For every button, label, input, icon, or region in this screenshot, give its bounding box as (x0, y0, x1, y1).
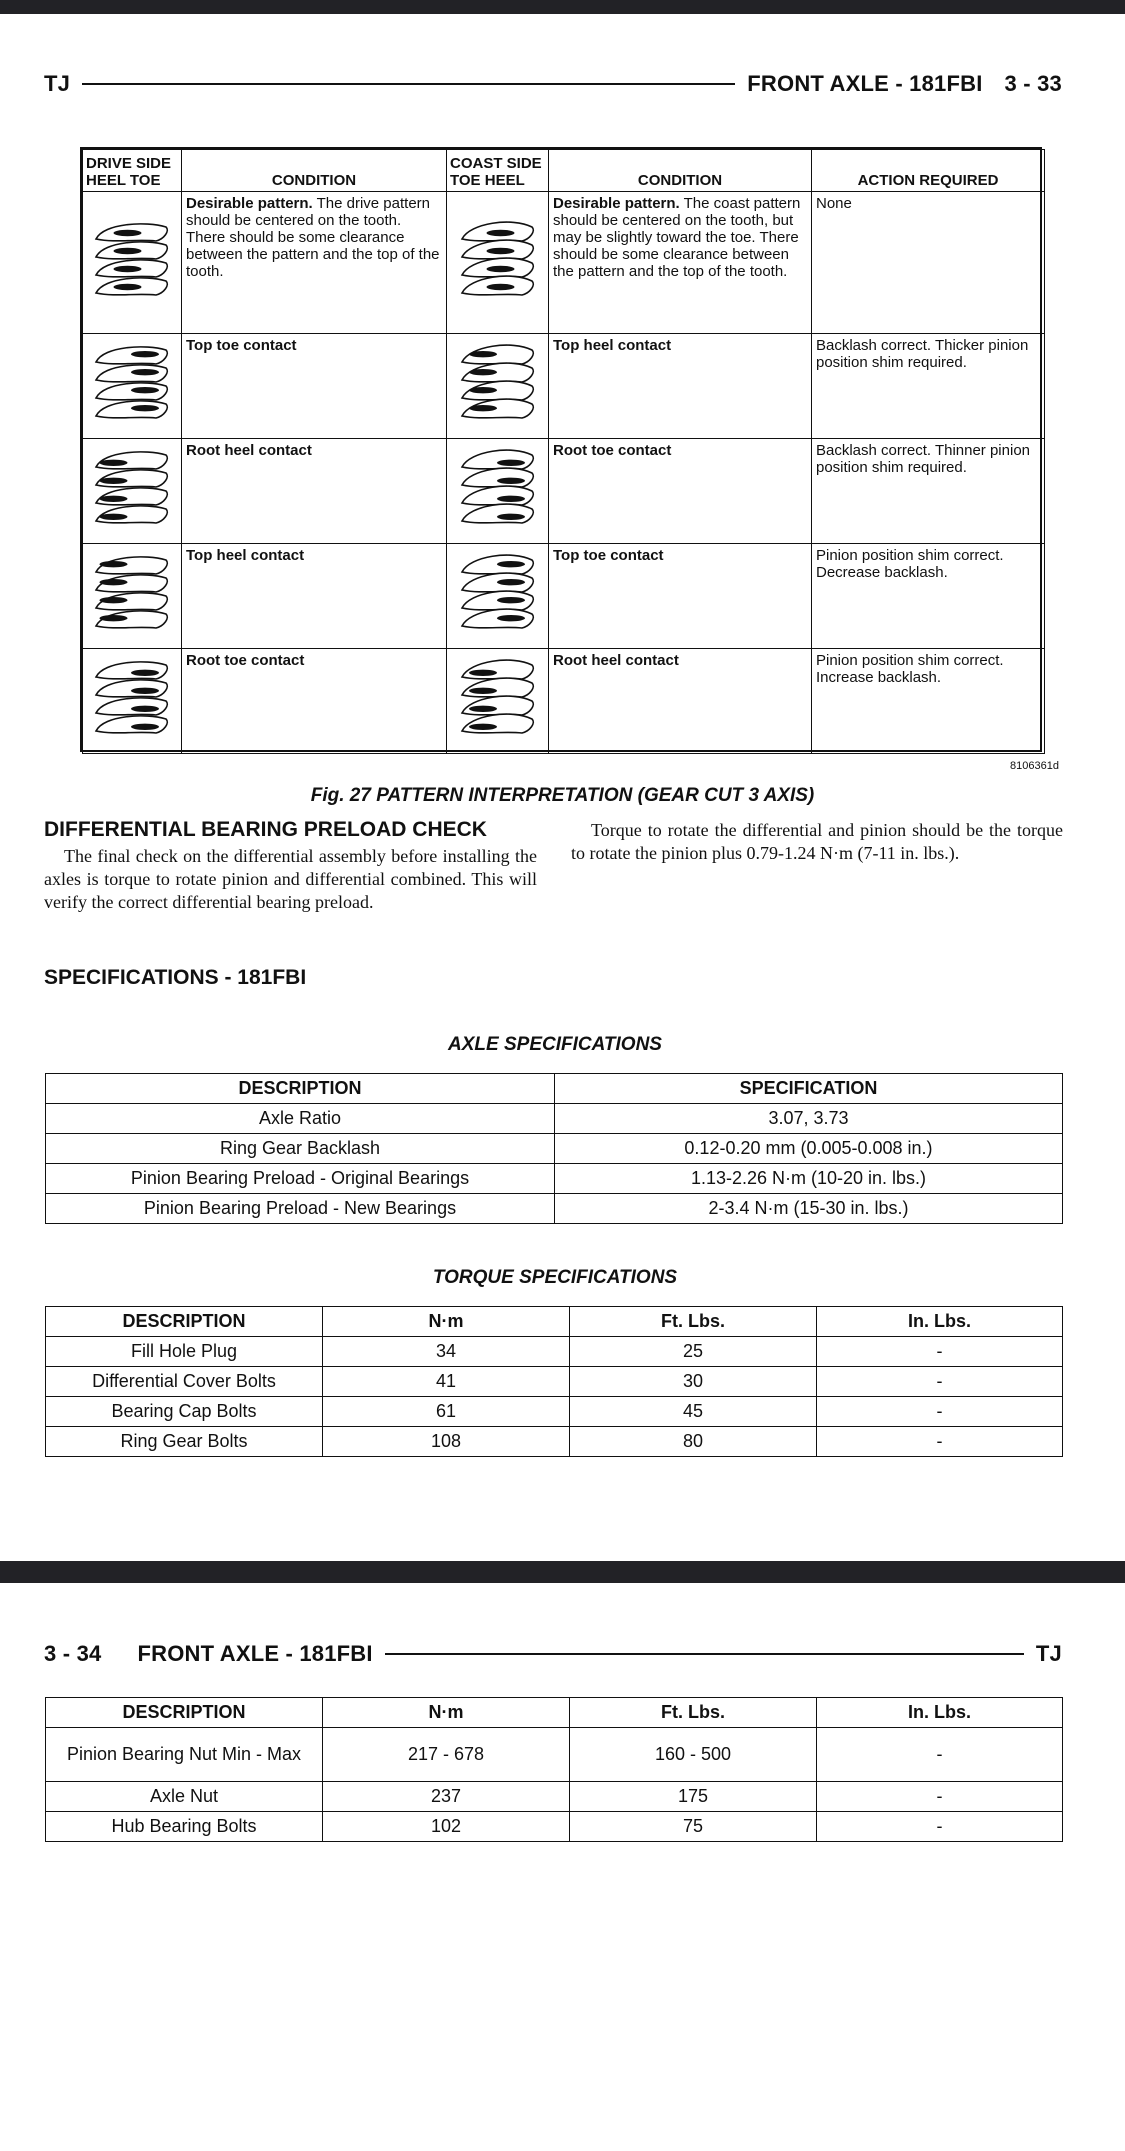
page-header (44, 1638, 1062, 1670)
contact-patch (100, 579, 128, 585)
col-header: DESCRIPTION (46, 1307, 323, 1337)
gear-teeth-drawing (96, 223, 167, 294)
gear-teeth-drawing (462, 660, 533, 733)
drive-condition-header: CONDITION (182, 150, 447, 192)
contact-patch (469, 387, 497, 393)
coast-condition: Root toe contact (549, 439, 812, 544)
gear-teeth-drawing (462, 345, 533, 418)
contact-patch (497, 478, 525, 484)
drive-gear-illustration (83, 544, 182, 649)
drive-condition: Top toe contact (182, 334, 447, 439)
contact-patch (114, 229, 142, 235)
gear-tooth (96, 698, 167, 715)
contact-patch (100, 615, 128, 621)
table-row: Axle Ratio 3.07, 3.73 (46, 1104, 1063, 1134)
contact-patch (100, 561, 128, 567)
drive-side-header: DRIVE SIDE HEEL TOE (83, 150, 182, 192)
contact-patch (486, 229, 514, 235)
action-required: Backlash correct. Thinner pinion position shim required. (812, 439, 1045, 544)
col-header: SPECIFICATION (555, 1074, 1063, 1104)
contact-patch (497, 615, 525, 621)
contact-patch (131, 351, 159, 357)
contact-patch (497, 496, 525, 502)
coast-gear-illustration (447, 649, 549, 754)
torque-spec-caption: TORQUE SPECIFICATIONS (432, 1267, 678, 1288)
gear-tooth (462, 468, 533, 487)
pattern-row (83, 192, 1045, 334)
table-row: Axle Nut 237 175 - (46, 1782, 1063, 1812)
page-header (44, 68, 1062, 100)
gear-tooth (462, 678, 533, 697)
table-row: Fill Hole Plug 34 25 - (46, 1337, 1063, 1367)
contact-patch (486, 247, 514, 253)
gear-tooth (462, 504, 533, 523)
col-header: N·m (323, 1307, 570, 1337)
pattern-row (83, 439, 1045, 544)
coast-condition-header: CONDITION (549, 150, 812, 192)
gear-teeth-drawing (462, 450, 533, 523)
gear-tooth (462, 486, 533, 505)
coast-condition: Root heel contact (549, 649, 812, 754)
header-section: FRONT AXLE - 181FBI (137, 1641, 373, 1666)
pattern-row (83, 544, 1045, 649)
gear-teeth-drawing (96, 347, 167, 418)
contact-patch (114, 283, 142, 289)
header-page-number: 3 - 34 (44, 1641, 102, 1666)
contact-patch (100, 496, 128, 502)
gear-tooth (462, 696, 533, 715)
contact-patch (469, 351, 497, 357)
preload-check-left-text: The final check on the differential assembly before installing the axles is torque to rotate pinion and differential combined. This will verify the correct differential bearing preload. (44, 846, 537, 912)
contact-patch (486, 283, 514, 289)
gear-tooth (96, 680, 167, 697)
contact-patch (131, 706, 159, 712)
contact-patch (131, 405, 159, 411)
drive-condition: Root toe contact (182, 649, 447, 754)
coast-gear-illustration (447, 544, 549, 649)
gear-tooth (96, 716, 167, 733)
col-header: In. Lbs. (817, 1698, 1063, 1728)
header-section: FRONT AXLE - 181FBI (747, 71, 983, 96)
torque-spec-table-continued (45, 1697, 1063, 1842)
drive-condition: Top heel contact (182, 544, 447, 649)
gear-tooth (96, 662, 167, 679)
action-required: Pinion position shim correct. Decrease backlash. (812, 544, 1045, 649)
coast-side-header: COAST SIDE TOE HEEL (447, 150, 549, 192)
table-row: Ring Gear Bolts 108 80 - (46, 1427, 1063, 1457)
contact-patch (100, 514, 128, 520)
contact-patch (497, 579, 525, 585)
contact-patch (131, 387, 159, 393)
contact-patch (469, 688, 497, 694)
header-model: TJ (1035, 1641, 1062, 1666)
header-page-number: 3 - 33 (1004, 71, 1062, 96)
action-required: Backlash correct. Thicker pinion position shim required. (812, 334, 1045, 439)
table-row: Differential Cover Bolts 41 30 - (46, 1367, 1063, 1397)
contact-patch (100, 597, 128, 603)
action-header: ACTION REQUIRED (812, 150, 1045, 192)
contact-patch (497, 514, 525, 520)
table-row: Bearing Cap Bolts 61 45 - (46, 1397, 1063, 1427)
gear-teeth-drawing (96, 452, 167, 523)
axle-spec-table (45, 1073, 1063, 1224)
gear-tooth (462, 660, 533, 679)
drive-gear-illustration (83, 649, 182, 754)
col-header: DESCRIPTION (46, 1074, 555, 1104)
contact-patch (469, 405, 497, 411)
figure-caption: Fig. 27 PATTERN INTERPRETATION (GEAR CUT 3 AXIS) (310, 785, 815, 806)
table-row: Hub Bearing Bolts 102 75 - (46, 1812, 1063, 1842)
contact-patch (497, 460, 525, 466)
contact-patch (100, 478, 128, 484)
coast-condition: Top heel contact (549, 334, 812, 439)
gear-teeth-drawing (462, 555, 533, 628)
col-header: Ft. Lbs. (570, 1698, 817, 1728)
action-required: None (812, 192, 1045, 334)
torque-spec-table (45, 1306, 1063, 1457)
header-model: TJ (44, 71, 71, 96)
table-row: Pinion Bearing Preload - New Bearings 2-3.4 N·m (15-30 in. lbs.) (46, 1194, 1063, 1224)
col-header: N·m (323, 1698, 570, 1728)
contact-patch (100, 460, 128, 466)
col-header: Ft. Lbs. (570, 1307, 817, 1337)
coast-gear-illustration (447, 439, 549, 544)
gear-teeth-drawing (462, 222, 533, 295)
coast-condition: Desirable pattern. The coast pattern should be centered on the tooth, but may be slightly toward the toe. There should be some clearance between the pattern and the top of the tooth. (549, 192, 812, 334)
drive-gear-illustration (83, 439, 182, 544)
axle-spec-caption: AXLE SPECIFICATIONS (448, 1034, 662, 1055)
gear-teeth-drawing (96, 557, 167, 628)
pattern-table (80, 147, 1042, 752)
action-required: Pinion position shim correct. Increase backlash. (812, 649, 1045, 754)
figure-number: 8106361d (1010, 760, 1059, 772)
contact-patch (131, 688, 159, 694)
pattern-row (83, 649, 1045, 754)
drive-condition: Root heel contact (182, 439, 447, 544)
contact-patch (114, 265, 142, 271)
contact-patch (469, 369, 497, 375)
gear-tooth (462, 714, 533, 733)
coast-gear-illustration (447, 192, 549, 334)
page-divider-bar (0, 1561, 1125, 1583)
contact-patch (469, 724, 497, 730)
coast-gear-illustration (447, 334, 549, 439)
gear-teeth-drawing (96, 662, 167, 733)
specifications-heading: SPECIFICATIONS - 181FBI (44, 966, 307, 989)
contact-patch (469, 706, 497, 712)
contact-patch (131, 724, 159, 730)
header-rule (82, 83, 735, 85)
contact-patch (131, 369, 159, 375)
table-row: Ring Gear Backlash 0.12-0.20 mm (0.005-0.008 in.) (46, 1134, 1063, 1164)
gear-tooth (462, 450, 533, 469)
table-row: Pinion Bearing Preload - Original Bearings 1.13-2.26 N·m (10-20 in. lbs.) (46, 1164, 1063, 1194)
contact-patch (497, 561, 525, 567)
col-header: In. Lbs. (817, 1307, 1063, 1337)
contact-patch (497, 597, 525, 603)
drive-condition: Desirable pattern. The drive pattern should be centered on the tooth. There should be some clearance between the pattern and the top of the tooth. (182, 192, 447, 334)
contact-patch (131, 670, 159, 676)
preload-check-right-text: Torque to rotate the differential and pinion should be the torque to rotate the pinion plus 0.79-1.24 N·m (7-11 in. lbs.). (571, 820, 1063, 863)
contact-patch (469, 670, 497, 676)
coast-condition: Top toe contact (549, 544, 812, 649)
contact-patch (486, 265, 514, 271)
contact-patch (114, 247, 142, 253)
col-header: DESCRIPTION (46, 1698, 323, 1728)
header-rule (385, 1653, 1024, 1655)
drive-gear-illustration (83, 334, 182, 439)
table-row: Pinion Bearing Nut Min - Max 217 - 678 160 - 500 - (46, 1728, 1063, 1782)
drive-gear-illustration (83, 192, 182, 334)
pattern-row (83, 334, 1045, 439)
top-bar (0, 0, 1125, 14)
preload-check-heading: DIFFERENTIAL BEARING PRELOAD CHECK (44, 818, 487, 841)
